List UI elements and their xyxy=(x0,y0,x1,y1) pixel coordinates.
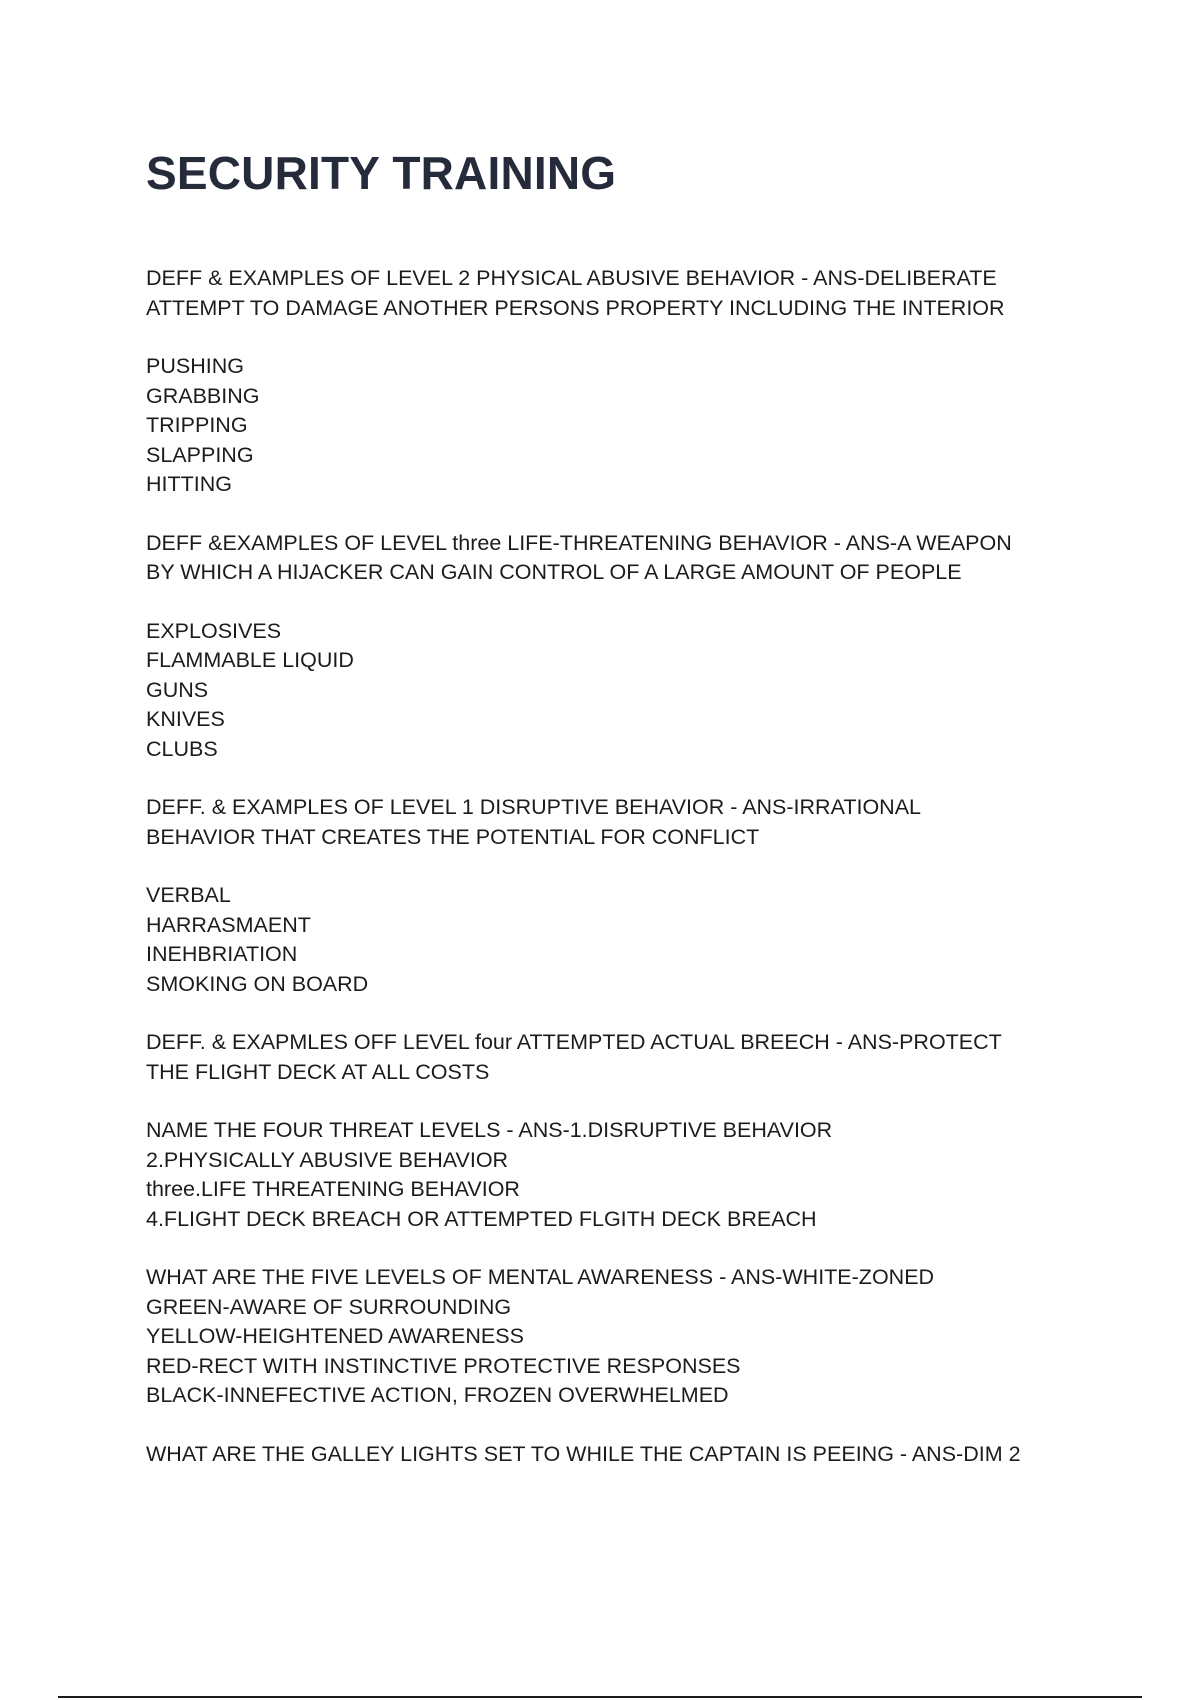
text-line: SLAPPING xyxy=(146,442,254,467)
paragraph-block xyxy=(146,529,1106,588)
text-line: DEFF. & EXAPMLES OFF LEVEL four ATTEMPTED ACTUAL BREECH - ANS-PROTECT xyxy=(146,1030,1002,1054)
paragraph-block xyxy=(146,793,1106,852)
text-line: BLACK-INNEFECTIVE ACTION, FROZEN OVERWHELMED xyxy=(146,1383,729,1407)
text-line: YELLOW-HEIGHTENED AWARENESS xyxy=(146,1324,524,1348)
text-line: WHAT ARE THE GALLEY LIGHTS SET TO WHILE THE CAPTAIN IS PEEING - ANS-DIM 2 xyxy=(146,1441,1021,1466)
text-line: GRABBING xyxy=(146,383,260,408)
text-line: NAME THE FOUR THREAT LEVELS - ANS-1.DISRUPTIVE BEHAVIOR xyxy=(146,1118,833,1142)
footer-divider xyxy=(58,1696,1142,1698)
text-line: HARRASMAENT xyxy=(146,912,311,937)
text-line: FLAMMABLE LIQUID xyxy=(146,648,354,672)
text-line: VERBAL xyxy=(146,883,231,907)
paragraph-block xyxy=(146,1440,1106,1470)
text-line: HITTING xyxy=(146,472,232,496)
document-title: SECURITY TRAINING xyxy=(146,147,617,199)
text-line: SMOKING ON BOARD xyxy=(146,971,369,996)
document-body xyxy=(146,264,1106,1469)
text-line: BY WHICH A HIJACKER CAN GAIN CONTROL OF A LARGE AMOUNT OF PEOPLE xyxy=(146,560,962,584)
paragraph-block xyxy=(146,1028,1106,1087)
text-line: 2.PHYSICALLY ABUSIVE BEHAVIOR xyxy=(146,1147,509,1172)
text-line: 4.FLIGHT DECK BREACH OR ATTEMPTED FLGITH DECK BREACH xyxy=(146,1206,817,1231)
text-line: DEFF &EXAMPLES OF LEVEL three LIFE-THREATENING BEHAVIOR - ANS-A WEAPON xyxy=(146,530,1012,555)
text-line: ATTEMPT TO DAMAGE ANOTHER PERSONS PROPERTY INCLUDING THE INTERIOR xyxy=(146,295,1005,320)
text-line: EXPLOSIVES xyxy=(146,618,282,643)
paragraph-block xyxy=(146,881,1106,999)
text-line: RED-RECT WITH INSTINCTIVE PROTECTIVE RESPONSES xyxy=(146,1353,741,1378)
text-line: INEHBRIATION xyxy=(146,942,298,966)
text-line: GUNS xyxy=(146,677,209,702)
paragraph-block xyxy=(146,352,1106,500)
text-line: BEHAVIOR THAT CREATES THE POTENTIAL FOR CONFLICT xyxy=(146,824,760,849)
text-line: KNIVES xyxy=(146,707,225,731)
text-line: PUSHING xyxy=(146,354,244,378)
document-page xyxy=(146,140,1106,1498)
text-line: DEFF. & EXAMPLES OF LEVEL 1 DISRUPTIVE BEHAVIOR - ANS-IRRATIONAL xyxy=(146,795,921,819)
paragraph-block xyxy=(146,617,1106,765)
text-line: GREEN-AWARE OF SURROUNDING xyxy=(146,1294,512,1319)
paragraph-block xyxy=(146,1263,1106,1411)
text-line: CLUBS xyxy=(146,736,218,761)
paragraph-block xyxy=(146,1116,1106,1234)
text-line: TRIPPING xyxy=(146,413,248,437)
text-line: THE FLIGHT DECK AT ALL COSTS xyxy=(146,1059,490,1084)
text-line: three.LIFE THREATENING BEHAVIOR xyxy=(146,1177,520,1201)
text-line: DEFF & EXAMPLES OF LEVEL 2 PHYSICAL ABUSIVE BEHAVIOR - ANS-DELIBERATE xyxy=(146,266,997,290)
paragraph-block xyxy=(146,264,1106,323)
text-line: WHAT ARE THE FIVE LEVELS OF MENTAL AWARENESS - ANS-WHITE-ZONED xyxy=(146,1265,935,1289)
